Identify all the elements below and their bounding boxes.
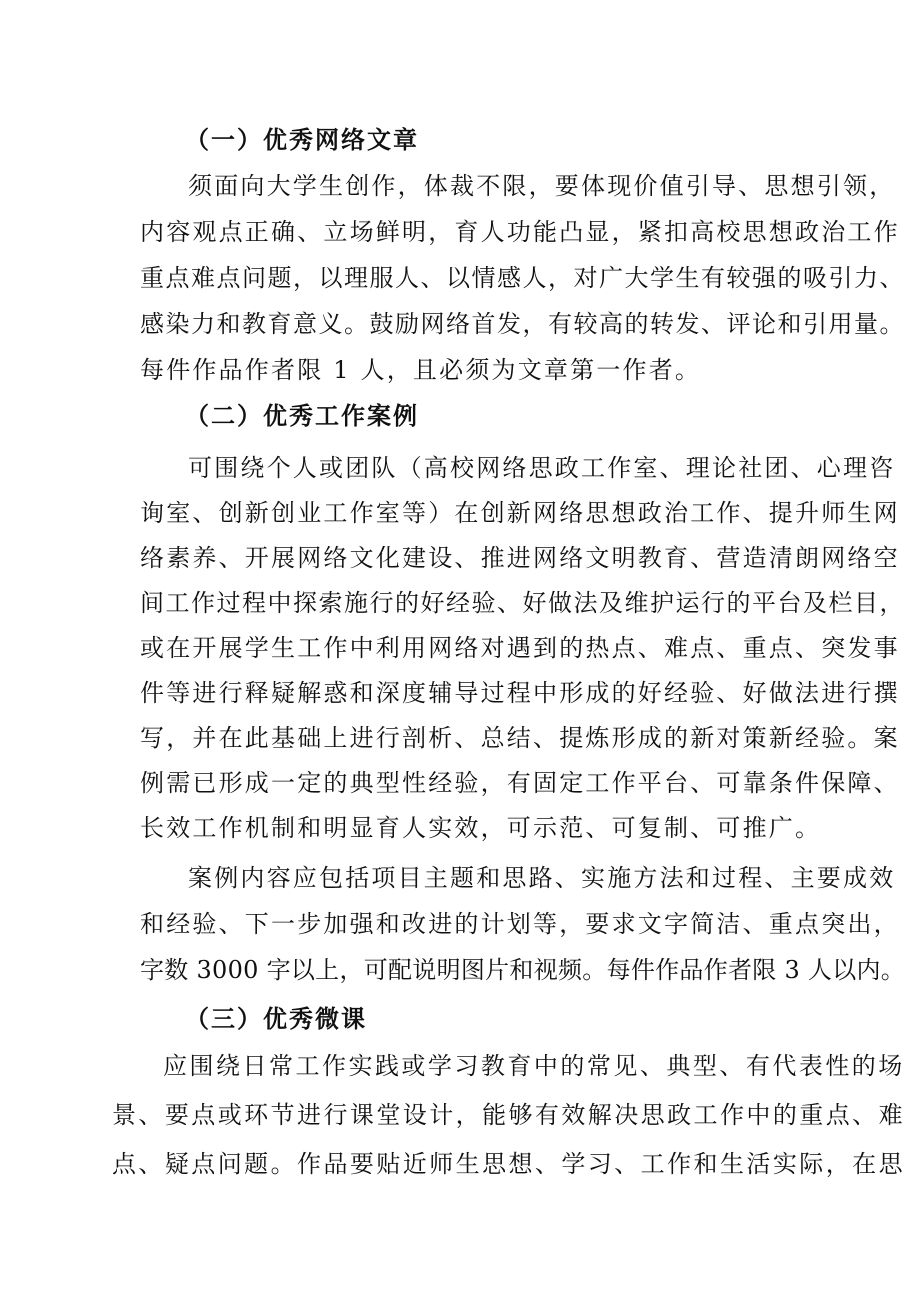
paragraph-line: 点、疑点问题。作品要贴近师生思想、学习、工作和生活实际，在思 [112,1150,905,1178]
paragraph-line: 每件作品作者限 1 人，且必须为文章第一作者。 [140,356,702,384]
paragraph-line: 长效工作机制和明显育人实效，可示范、可复制、可推广。 [140,814,822,842]
paragraph-line: 件等进行释疑解惑和深度辅导过程中形成的好经验、好做法进行撰 [140,679,900,707]
paragraph-line: 可围绕个人或团队（高校网络思政工作室、理论社团、心理咨 [188,454,896,482]
section2-heading: （二）优秀工作案例 [185,401,419,430]
paragraph-line: 内容观点正确、立场鲜明，育人功能凸显，紧扣高校思想政治工作 [140,218,900,246]
paragraph-line: 例需已形成一定的典型性经验，有固定工作平台、可靠条件保障、 [140,769,900,797]
paragraph-line: 或在开展学生工作中利用网络对遇到的热点、难点、重点、突发事 [140,634,900,662]
paragraph-line: 案例内容应包括项目主题和思路、实施方法和过程、主要成效 [188,864,896,892]
paragraph-line: 字数 3000 字以上，可配说明图片和视频。每件作品作者限 3 人以内。 [140,956,906,984]
section1-heading: （一）优秀网络文章 [185,125,419,154]
paragraph-line: 须面向大学生创作，体裁不限，要体现价值引导、思想引领， [188,172,896,200]
paragraph-line: 感染力和教育意义。鼓励网络首发，有较高的转发、评论和引用量。 [140,310,905,338]
paragraph-line: 和经验、下一步加强和改进的计划等，要求文字简洁、重点突出， [140,910,900,938]
paragraph-line: 络素养、开展网络文化建设、推进网络文明教育、营造清朗网络空 [140,544,900,572]
paragraph-line: 间工作过程中探索施行的好经验、好做法及维护运行的平台及栏目， [140,589,905,617]
section3-heading: （三）优秀微课 [185,1004,367,1033]
paragraph-line: 写，并在此基础上进行剖析、总结、提炼形成的新对策新经验。案 [140,724,900,752]
paragraph-line: 应围绕日常工作实践或学习教育中的常见、典型、有代表性的场 [163,1052,905,1080]
paragraph-line: 景、要点或环节进行课堂设计，能够有效解决思政工作中的重点、难 [112,1101,905,1129]
paragraph-line: 询室、创新创业工作室等）在创新网络思想政治工作、提升师生网 [140,499,900,527]
paragraph-line: 重点难点问题，以理服人、以情感人，对广大学生有较强的吸引力、 [140,264,905,292]
